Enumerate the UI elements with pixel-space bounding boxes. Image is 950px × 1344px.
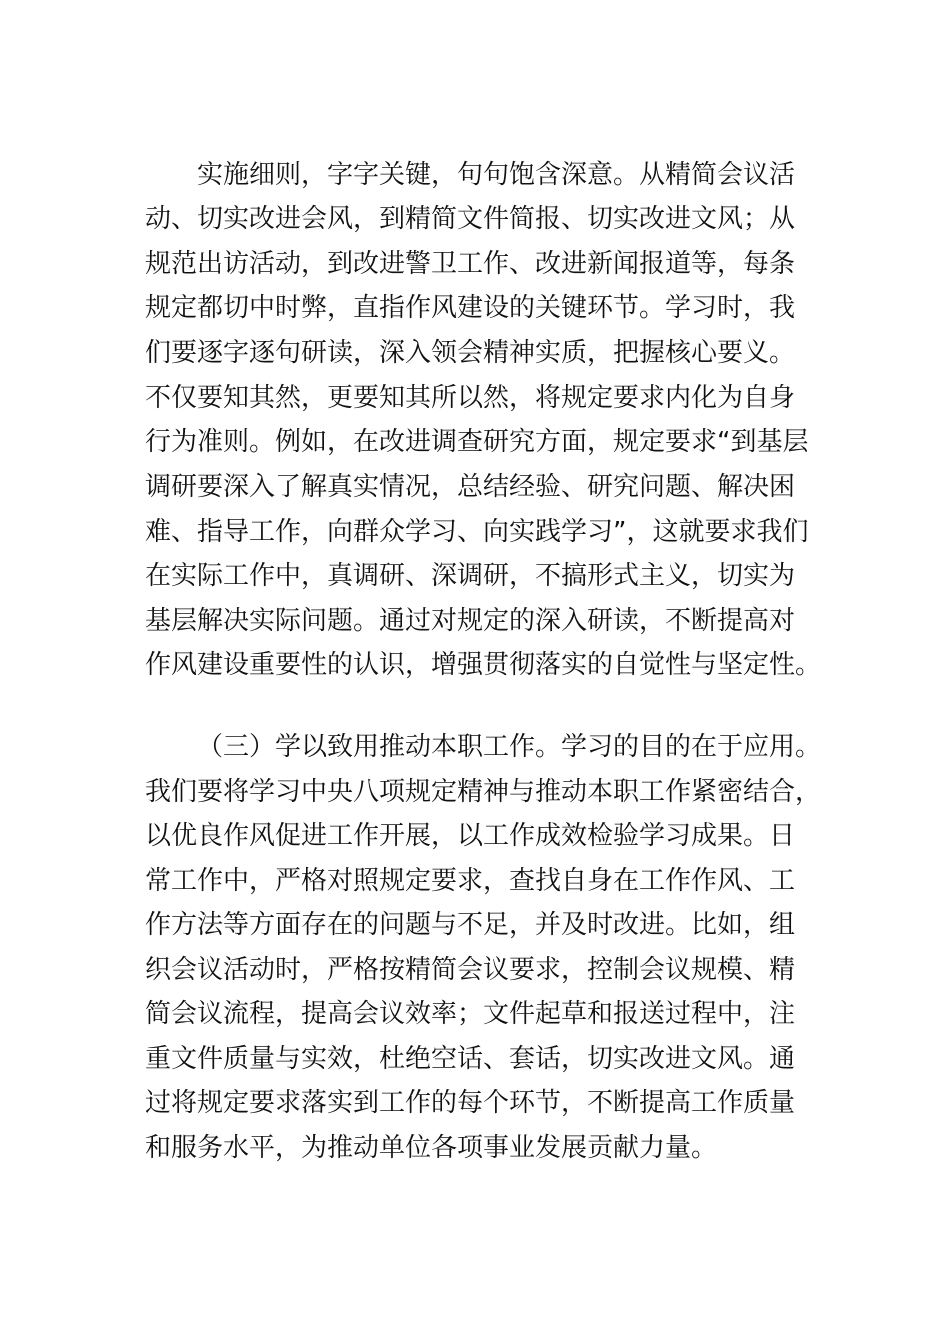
paragraph-1-line: 在实际工作中，真调研、深调研，不搞形式主义，切实为 (145, 561, 796, 591)
paragraph-1-line: 规定都切中时弊，直指作风建设的关键环节。学习时，我 (145, 293, 796, 323)
paragraph-1-line: 规范出访活动，到改进警卫工作、改进新闻报道等，每条 (145, 249, 796, 279)
paragraph-1-line: 调研要深入了解真实情况，总结经验、研究问题、解决困 (145, 472, 796, 502)
paragraph-1-line: 难、指导工作，向群众学习、向实践学习”，这就要求我们 (145, 517, 809, 547)
paragraph-1-line: 作风建设重要性的认识，增强贯彻落实的自觉性与坚定性。 (145, 650, 822, 680)
paragraph-2-line: 作方法等方面存在的问题与不足，并及时改进。比如，组 (145, 910, 796, 940)
paragraph-1-line: 不仅要知其然，更要知其所以然，将规定要求内化为自身 (145, 383, 796, 413)
paragraph-2-line: 以优良作风促进工作开展，以工作成效检验学习成果。日 (145, 821, 796, 851)
paragraph-2-line: 我们要将学习中央八项规定精神与推动本职工作紧密结合， (145, 777, 822, 807)
paragraph-2-line: 织会议活动时，严格按精简会议要求，控制会议规模、精 (145, 955, 796, 985)
paragraph-1-line: 们要逐字逐句研读，深入领会精神实质，把握核心要义。 (145, 338, 796, 368)
paragraph-2-line: 简会议流程，提高会议效率；文件起草和报送过程中，注 (145, 999, 796, 1029)
paragraph-1-line: 动、切实改进会风，到精简文件简报、切实改进文风；从 (145, 204, 796, 234)
paragraph-2-line: 常工作中，严格对照规定要求，查找自身在工作作风、工 (145, 866, 796, 896)
paragraph-2-line: 过将规定要求落实到工作的每个环节，不断提高工作质量 (145, 1088, 796, 1118)
paragraph-1-line: 实施细则，字字关键，句句饱含深意。从精简会议活 (197, 160, 796, 190)
paragraph-1-line: 基层解决实际问题。通过对规定的深入研读，不断提高对 (145, 606, 796, 636)
paragraph-2-line: 重文件质量与实效，杜绝空话、套话，切实改进文风。通 (145, 1044, 796, 1074)
paragraph-1-line: 行为准则。例如，在改进调查研究方面，规定要求“到基层 (145, 427, 809, 457)
paragraph-2-line: 和服务水平，为推动单位各项事业发展贡献力量。 (145, 1133, 718, 1163)
paragraph-2-line: （三）学以致用推动本职工作。学习的目的在于应用。 (197, 732, 822, 762)
